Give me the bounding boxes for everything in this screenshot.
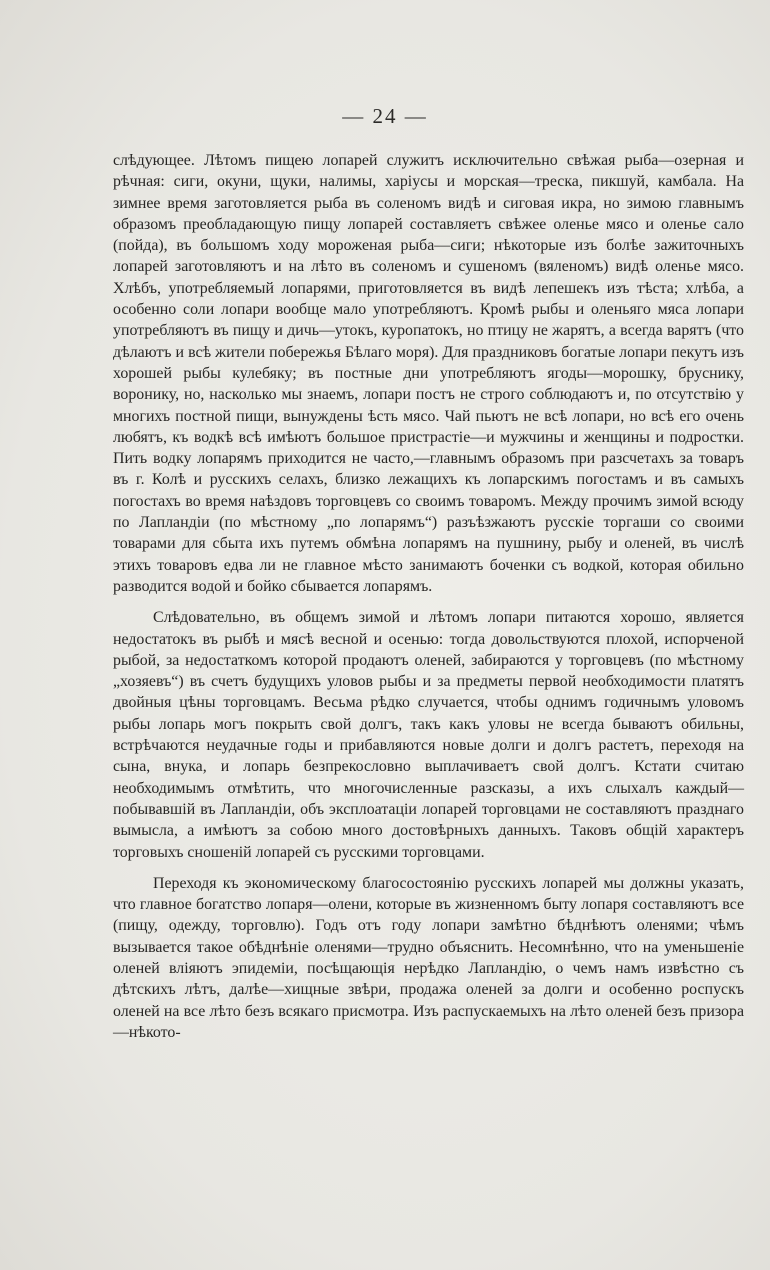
text-body [113, 150, 744, 1043]
paragraph-continuation: слѣдующее. Лѣтомъ пищею лопарей служитъ исключительно свѣжая рыба—озерная и рѣчная: сиги, окуни, щуки, налимы, харіусы и морская—треска, пикшуй, камбала. На зимнее время заготовляется рыба въ соленомъ видѣ и сиговая икра, но зимою главнымъ образомъ преобладающую пищу лопарей составляетъ свѣжее оленье мясо и оленье сало (пойда), въ большомъ ходу мороженая рыба—сиги; нѣкоторые изъ болѣе зажиточныхъ лопарей заготовляютъ и на лѣто въ соленомъ и сушеномъ (вяленомъ) видѣ оленье мясо. Хлѣбъ, употребляемый лопарями, приготовляется въ видѣ лепешекъ изъ тѣста; хлѣба, а особенно соли лопари вообще мало употребляютъ. Кромѣ рыбы и оленьяго мяса лопари употребляютъ въ пищу и дичь—утокъ, куропатокъ, но птицу не жарятъ, а всегда варятъ (что дѣлаютъ и всѣ жители побережья Бѣлаго моря). Для праздниковъ богатые лопари пекутъ изъ хорошей рыбы кулебяку; въ постные дни употребляютъ ягоды—морошку, бруснику, воронику, но, насколько мы знаемъ, лопари постъ не строго соблюдаютъ и, по отсутствію у многихъ постной пищи, вынуждены ѣсть мясо. Чай пьютъ не всѣ лопари, но всѣ его очень любятъ, къ водкѣ всѣ имѣютъ большое пристрастіе—и мужчины и женщины и подростки. Пить водку лопарямъ приходится не часто,—главнымъ образомъ при разсчетахъ за товаръ въ г. Колѣ и русскихъ селахъ, близко лежащихъ къ лопарскимъ погостамъ и въ самыхъ погостахъ во время наѣздовъ торговцевъ со своимъ товаромъ. Между прочимъ зимой всюду по Лапландіи (по мѣстному „по лопарямъ“) разъѣзжаютъ русскіе торгаши со своими товарами для сбыта ихъ путемъ обмѣна лопарямъ на пушнину, рыбу и оленей, въ числѣ этихъ товаровъ едва ли не главное мѣсто занимаютъ боченки съ водкой, которая обильно разводится водой и бойко сбывается лопарямъ. [113, 152, 744, 595]
page-number: — 24 — [342, 104, 428, 128]
paragraph-trade-relations: Слѣдовательно, въ общемъ зимой и лѣтомъ лопари питаются хорошо, является недостатокъ въ рыбѣ и мясѣ весной и осенью: тогда довольствуются плохой, испорченой рыбой, за недостаткомъ которой продаютъ оленей, забираются у торговцевъ (по мѣстному „хозяевъ“) въ счетъ будущихъ уловов рыбы и за предметы первой необходимости платятъ двойныя цѣны торговцамъ. Весьма рѣдко случается, чтобы однимъ годичнымъ уловомъ рыбы лопарь могъ покрыть свой долгъ, такъ какъ уловы не всегда бываютъ обильны, встрѣчаются неудачные годы и прибавляются новые долги и долгъ растетъ, переходя на сына, внука, и лопарь безпрекословно выплачиваетъ свой долгъ. Кстати считаю необходимымъ отмѣтить, что многочисленные разсказы, а ихъ слыхалъ каждый—побывавшій въ Лапландіи, объ эксплоатаціи лопарей торговцами не составляютъ празднаго вымысла, а имѣютъ за собою много достовѣрныхъ данныхъ. Таковъ общій характеръ торговыхъ сношеній лопарей съ русскими торговцами. [113, 609, 744, 861]
paragraph-economic-welfare: Переходя къ экономическому благосостоянію русскихъ лопарей мы должны указать, что главное богатство лопаря—олени, которые въ жизненномъ быту лопаря составляютъ все (пищу, одежду, торговлю). Годъ отъ году лопари замѣтно бѣднѣютъ оленями; чѣмъ вызывается такое обѣднѣніе оленями—трудно объяснить. Несомнѣнно, что на уменьшеніе оленей вліяютъ эпидеміи, посѣщающія нерѣдко Лапландію, о чемъ намъ извѣстно съ дѣтскихъ лѣтъ, далѣе—хищные звѣри, продажа оленей за долги и особенно роспускъ оленей на все лѣто безъ всякаго присмотра. Изъ распускаемыхъ на лѣто оленей безъ призора—нѣкото- [113, 874, 744, 1041]
